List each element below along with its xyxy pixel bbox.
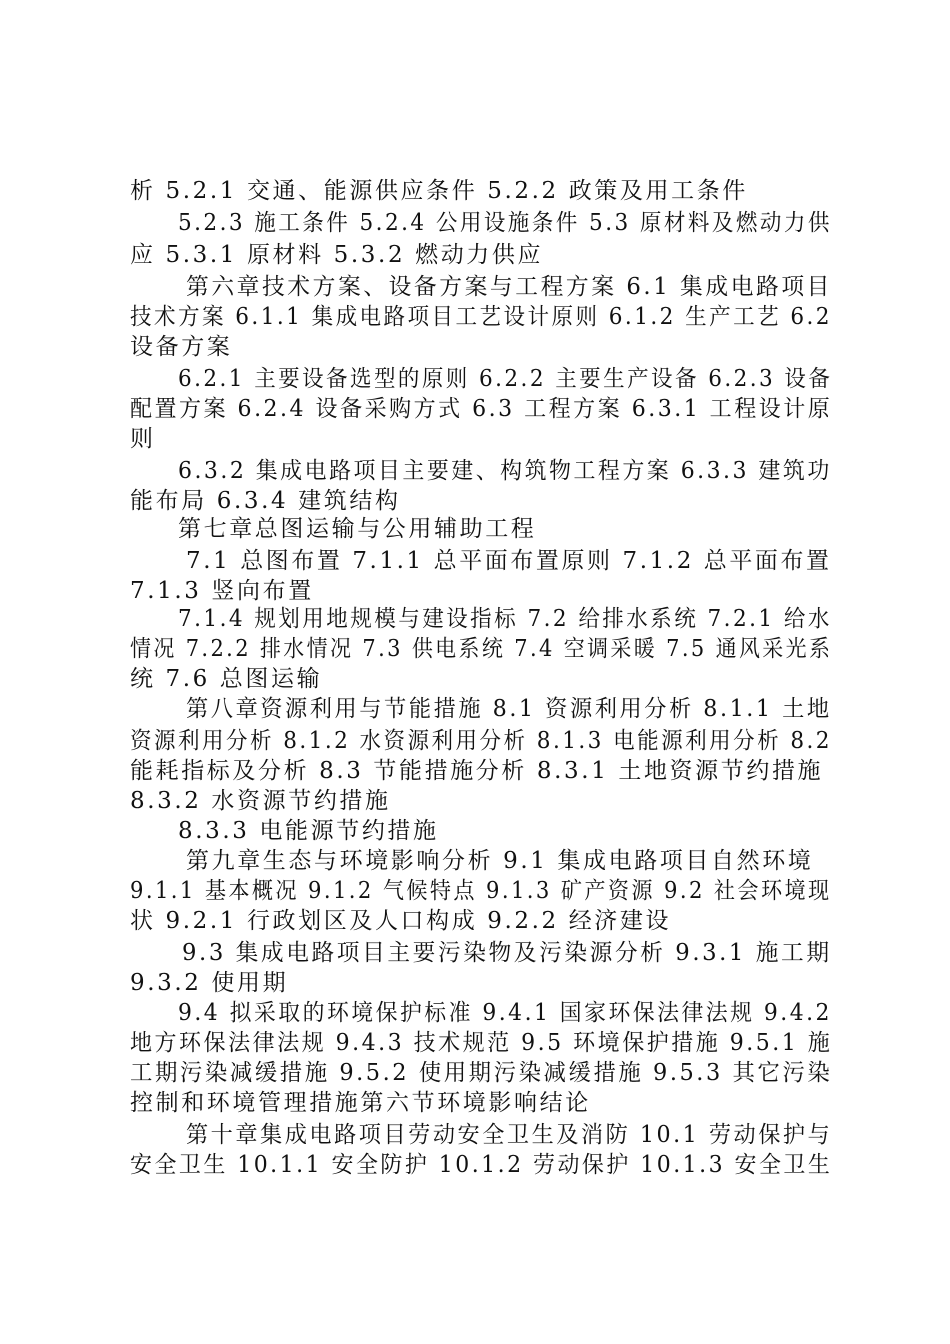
text-line-7: 6.2.1 主要设备选型的原则 6.2.2 主要生产设备 6.2.3 设备 bbox=[178, 366, 833, 392]
text-line-1: 析 5.2.1 交通、能源供应条件 5.2.2 政策及用工条件 bbox=[130, 178, 748, 204]
text-line-30: 工期污染减缓措施 9.5.2 使用期污染减缓措施 9.5.3 其它污染 bbox=[130, 1060, 833, 1086]
text-line-8: 配置方案 6.2.4 设备采购方式 6.3 工程方案 6.3.1 工程设计原 bbox=[130, 396, 833, 422]
text-line-23: 第九章生态与环境影响分析 9.1 集成电路项目自然环境 bbox=[186, 848, 814, 874]
text-line-16: 情况 7.2.2 排水情况 7.3 供电系统 7.4 空调采暖 7.5 通风采光系 bbox=[130, 636, 833, 662]
text-line-29: 地方环保法律法规 9.4.3 技术规范 9.5 环境保护措施 9.5.1 施 bbox=[130, 1030, 833, 1056]
text-line-5: 技术方案 6.1.1 集成电路项目工艺设计原则 6.1.2 生产工艺 6.2 bbox=[130, 304, 832, 330]
text-line-27: 9.3.2 使用期 bbox=[130, 970, 289, 996]
text-line-13: 7.1 总图布置 7.1.1 总平面布置原则 7.1.2 总平面布置 bbox=[186, 548, 832, 574]
text-line-22: 8.3.3 电能源节约措施 bbox=[178, 818, 439, 844]
text-line-12: 第七章总图运输与公用辅助工程 bbox=[178, 516, 537, 542]
text-line-15: 7.1.4 规划用地规模与建设指标 7.2 给排水系统 7.2.1 给水 bbox=[178, 606, 832, 632]
text-line-17: 统 7.6 总图运输 bbox=[130, 666, 323, 692]
text-line-32: 第十章集成电路项目劳动安全卫生及消防 10.1 劳动保护与 bbox=[186, 1122, 833, 1148]
text-line-4: 第六章技术方案、设备方案与工程方案 6.1 集成电路项目 bbox=[186, 274, 833, 300]
text-line-9: 则 bbox=[130, 426, 156, 452]
text-line-33: 安全卫生 10.1.1 安全防护 10.1.2 劳动保护 10.1.3 安全卫生 bbox=[130, 1152, 833, 1178]
text-line-10: 6.3.2 集成电路项目主要建、构筑物工程方案 6.3.3 建筑功 bbox=[178, 458, 832, 484]
text-line-3: 应 5.3.1 原材料 5.3.2 燃动力供应 bbox=[130, 242, 544, 268]
text-line-11: 能布局 6.3.4 建筑结构 bbox=[130, 488, 401, 514]
text-line-6: 设备方案 bbox=[130, 334, 233, 360]
text-line-20: 能耗指标及分析 8.3 节能措施分析 8.3.1 土地资源节约措施 bbox=[130, 758, 824, 784]
text-line-14: 7.1.3 竖向布置 bbox=[130, 578, 314, 604]
text-line-21: 8.3.2 水资源节约措施 bbox=[130, 788, 391, 814]
text-line-2: 5.2.3 施工条件 5.2.4 公用设施条件 5.3 原材料及燃动力供 bbox=[178, 210, 832, 236]
text-line-24: 9.1.1 基本概况 9.1.2 气候特点 9.1.3 矿产资源 9.2 社会环境现 bbox=[130, 878, 832, 904]
text-line-19: 资源利用分析 8.1.2 水资源利用分析 8.1.3 电能源利用分析 8.2 bbox=[130, 728, 832, 754]
text-line-18: 第八章资源利用与节能措施 8.1 资源利用分析 8.1.1 土地 bbox=[186, 696, 832, 722]
text-line-26: 9.3 集成电路项目主要污染物及污染源分析 9.3.1 施工期 bbox=[182, 940, 832, 966]
text-line-31: 控制和环境管理措施第六节环境影响结论 bbox=[130, 1090, 591, 1116]
text-line-25: 状 9.2.1 行政划区及人口构成 9.2.2 经济建设 bbox=[130, 908, 672, 934]
text-line-28: 9.4 拟采取的环境保护标准 9.4.1 国家环保法律法规 9.4.2 bbox=[178, 1000, 832, 1026]
